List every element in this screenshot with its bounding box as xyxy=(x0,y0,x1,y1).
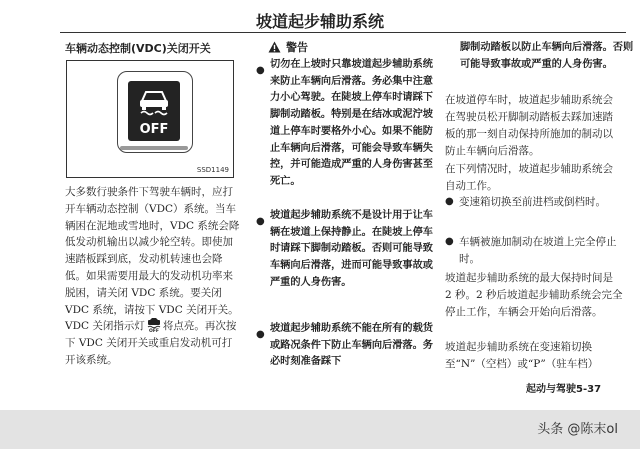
warning-heading xyxy=(268,39,308,55)
vdc-off-indicator-icon xyxy=(147,318,161,332)
warning-bullet: ● xyxy=(256,65,265,76)
hill-start-paragraph: 坡道起步辅助系统在变速箱切换至“N”（空档）或“P”（驻车档） xyxy=(445,341,599,370)
warning-bullet: ● xyxy=(256,329,265,340)
warning-item: 切勿在上坡时只靠坡道起步辅助系统来防止车辆向后滑落。务必集中注意力小心驾驶。在陡坡上停车时请踩下脚制动踏板。特别是在结冰或泥泞坡道上停车时要格外小心。如果不能防止车辆向后滑落，可能会导致车辆失控，并可能造成严重的人身伤害甚至死亡。 xyxy=(270,59,433,187)
hill-start-paragraph: 在坡道停车时，坡道起步辅助系统会在驾驶员松开脚制动踏板去踩加速踏板的那一刻自动保持所施加的制动以防止车辆向后滑落。 xyxy=(445,94,613,157)
condition-item: 变速箱切换至前进档或倒档时。 xyxy=(459,196,606,208)
vdc-off-switch-illustration xyxy=(117,71,193,153)
warning-bullet: ● xyxy=(256,216,265,227)
hill-start-paragraph: 在下列情况时，坡道起步辅助系统会自动工作。 xyxy=(445,163,613,192)
switch-off-label: OFF xyxy=(139,122,169,137)
warning-heading-text: 警告 xyxy=(286,41,308,54)
skidding-car-icon xyxy=(128,81,180,141)
watermark: 头条 @陈末ol xyxy=(537,422,618,437)
page-footer: 起动与驾驶5-37 xyxy=(526,384,602,395)
vdc-description-part2: 将点亮。再次按下 VDC 关闭开关或重启发动机可打开该系统。 xyxy=(65,320,237,366)
title-divider xyxy=(60,32,626,33)
hill-start-paragraph: 坡道起步辅助系统的最大保持时间是 2 秒。2 秒后坡道起步辅助系统会完全停止工作，车辆会开始向后滑落。 xyxy=(445,272,623,318)
list-bullet: ● xyxy=(445,236,454,247)
svg-text:OFF: OFF xyxy=(148,329,159,333)
page-title: 坡道起步辅助系统 xyxy=(255,12,384,31)
switch-face xyxy=(128,81,180,141)
list-bullet: ● xyxy=(445,196,454,207)
warning-item: 坡道起步辅助系统不能在所有的载货或路况条件下防止车辆向后滑落。务必时刻准备踩下 xyxy=(270,323,433,368)
warning-triangle-icon xyxy=(268,41,281,53)
warning-continued: 脚制动踏板以防止车辆向后滑落。否则可能导致事故或严重的人身伤害。 xyxy=(460,42,634,70)
figure-code: SSD1149 xyxy=(196,166,229,174)
vdc-switch-figure xyxy=(66,60,234,178)
warning-item: 坡道起步辅助系统不是设计用于让车辆在坡道上保持静止。在陡坡上停车时请踩下脚制动踏板。否则可能导致车辆向后滑落，进而可能导致事故或严重的人身伤害。 xyxy=(270,210,433,288)
vdc-description-part1: 大多数行驶条件下驾驶车辆时，应打开车辆动态控制（VDC）系统。当车辆困在泥地或雪地时，VDC 系统会降低发动机输出以减少轮空转。即使加速踏板踩到底，发动机转速也会降低。如果需要用最大的发动机功率来脱困，请关闭 VDC 系统。要关闭 VDC 系统，请按下 VDC 关闭开关。VDC 关闭指示灯 xyxy=(65,186,240,333)
switch-base xyxy=(120,146,188,150)
vdc-description xyxy=(65,184,240,369)
condition-item: 车辆被施加制动在坡道上完全停止时。 xyxy=(459,236,617,265)
vdc-section-heading: 车辆动态控制(VDC)关闭开关 xyxy=(65,42,211,55)
